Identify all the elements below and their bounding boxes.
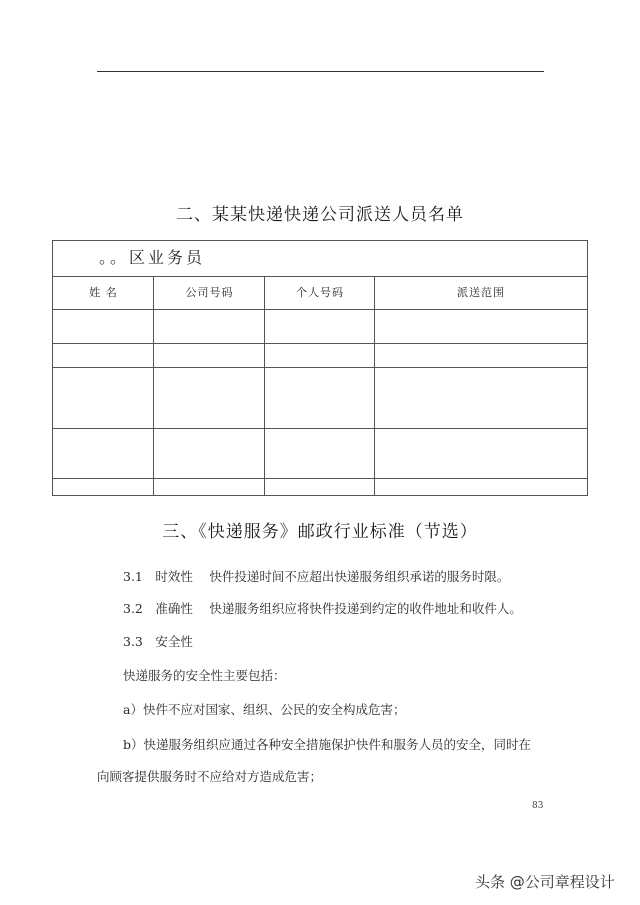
section-3-title: 三、《快递服务》邮政行业标准（节选） xyxy=(162,522,478,542)
column-header-company-number: 公司号码 xyxy=(185,286,234,299)
clause-3-2: 3.2 准确性 快递服务组织应将快件投递到约定的收件地址和收件人。 xyxy=(123,601,522,616)
column-header-delivery-area: 派送范围 xyxy=(457,286,505,299)
header-rule xyxy=(97,71,544,72)
section-2-title: 二、某某快递快递公司派送人员名单 xyxy=(176,205,464,225)
safety-item-b: b）快递服务组织应通过各种安全措施保护快件和服务人员的安全，同时在 xyxy=(123,737,532,752)
safety-item-a: a）快件不应对国家、组织、公民的安全构成危害； xyxy=(123,702,406,717)
clause-3-3: 3.3 安全性 xyxy=(123,634,193,649)
page-number: 83 xyxy=(532,801,544,811)
safety-intro: 快递服务的安全性主要包括： xyxy=(123,668,286,683)
watermark: 头条 @公司章程设计 xyxy=(475,873,615,891)
table-row xyxy=(53,478,587,479)
table-row xyxy=(53,343,587,344)
column-header-name: 姓 名 xyxy=(89,286,118,299)
table-row xyxy=(53,367,587,368)
table-row xyxy=(53,428,587,429)
table-caption: 。。区业务员 xyxy=(53,241,587,277)
clause-3-1: 3.1 时效性 快件投递时间不应超出快递服务组织承诺的服务时限。 xyxy=(123,569,510,584)
table-row xyxy=(53,309,587,310)
safety-item-b-continued: 向顾客提供服务时不应给对方造成危害； xyxy=(97,769,323,784)
staff-roster-table xyxy=(52,240,588,496)
column-header-personal-number: 个人号码 xyxy=(296,286,344,299)
